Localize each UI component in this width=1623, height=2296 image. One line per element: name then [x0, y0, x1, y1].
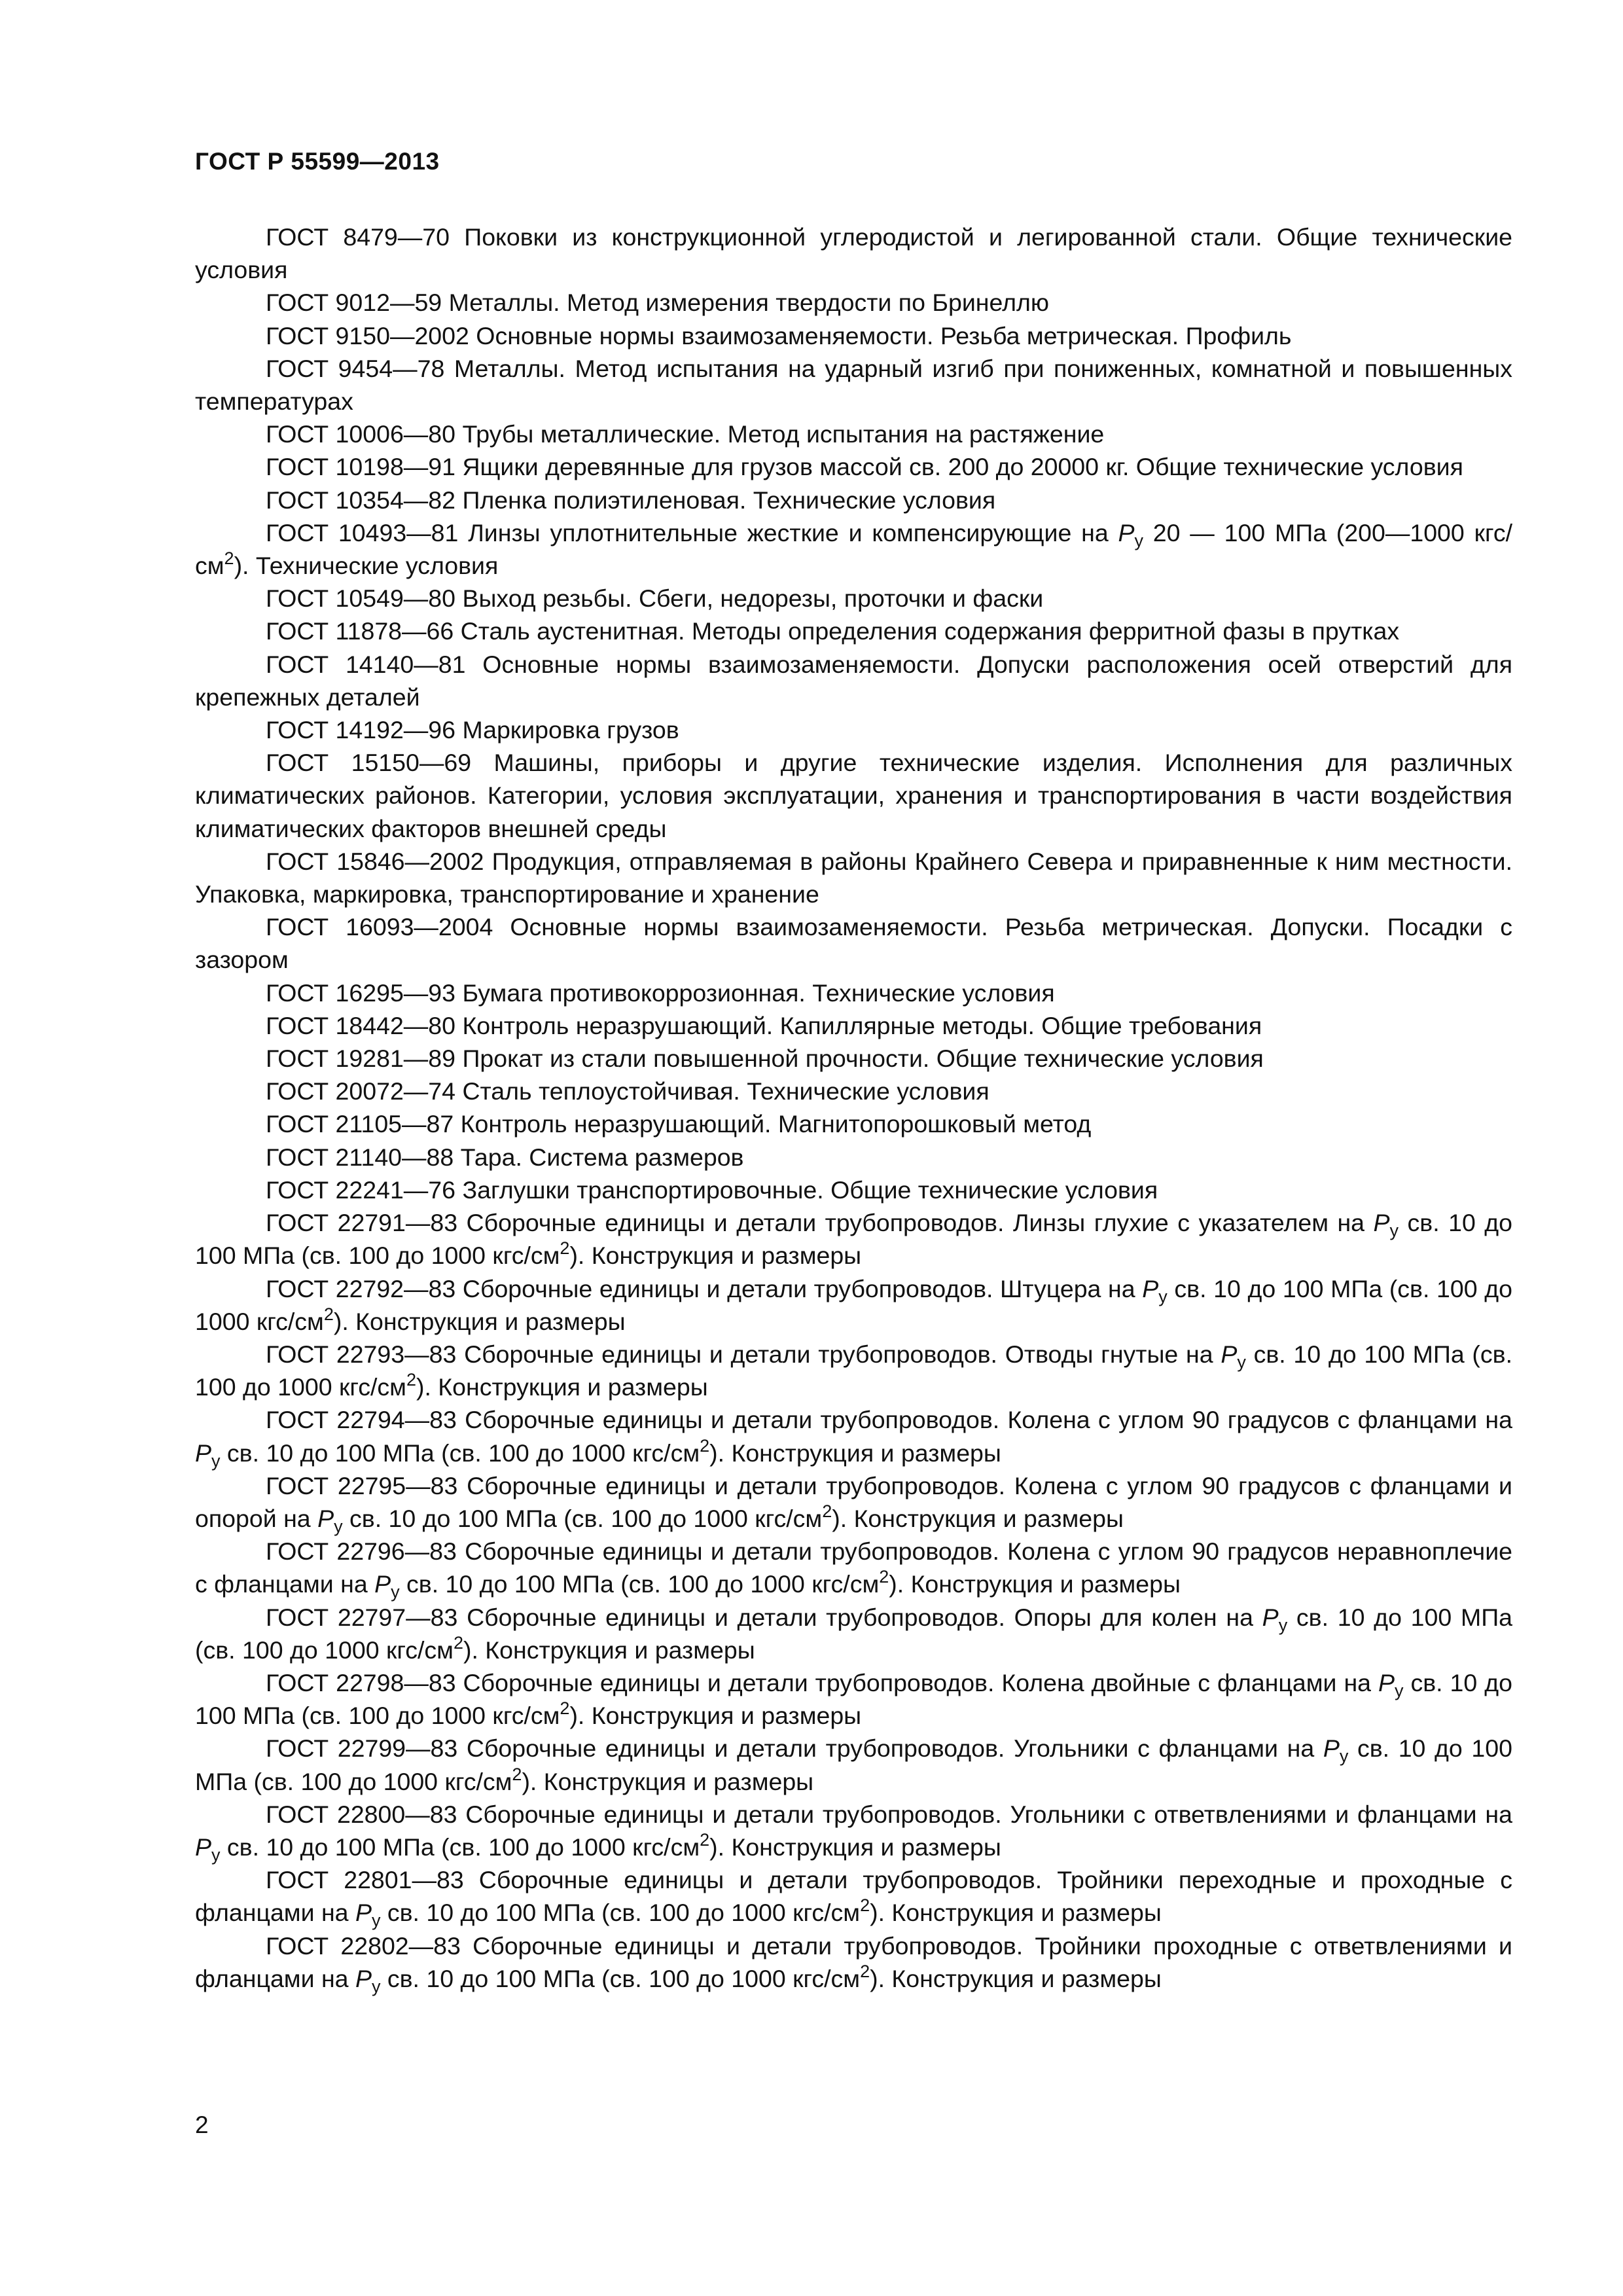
reference-text: ГОСТ 22802—83 Сборочные единицы и детали трубопроводов. Тройники проходные с ответвлениями и фланцами на — [195, 1931, 1512, 1992]
reference-item — [195, 319, 1512, 352]
unit-superscript: 2 — [700, 1435, 710, 1456]
pressure-subscript: у — [1278, 1615, 1288, 1635]
reference-text: 20 — 100 МПа (200—1000 кгс/см — [195, 518, 1512, 580]
pressure-subscript: у — [211, 1845, 221, 1865]
pressure-subscript: у — [1158, 1286, 1168, 1306]
reference-text: ГОСТ 22791—83 Сборочные единицы и детали трубопроводов. Линзы глухие с указателем на — [266, 1209, 1374, 1237]
unit-superscript: 2 — [512, 1764, 522, 1784]
reference-text: св. 10 до 100 МПа (св. 100 до 1000 кгс/см — [380, 1964, 861, 1992]
unit-superscript: 2 — [224, 548, 234, 569]
reference-item — [195, 713, 1512, 746]
pressure-symbol: P — [195, 1439, 212, 1467]
reference-text: ). Технические условия — [234, 552, 499, 580]
pressure-symbol: P — [317, 1504, 334, 1532]
reference-text: ГОСТ 9012—59 Металлы. Метод измерения твердости по Бринеллю — [266, 289, 1049, 317]
reference-item — [195, 1469, 1512, 1535]
reference-item — [195, 1601, 1512, 1666]
reference-item — [195, 1075, 1512, 1107]
reference-item — [195, 352, 1512, 418]
reference-item — [195, 1535, 1512, 1600]
reference-text: св. 10 до 100 МПа (св. 100 до 1000 кгс/см — [195, 1209, 1513, 1270]
reference-text: ГОСТ 22241—76 Заглушки транспортировочные. Общие технические условия — [266, 1175, 1158, 1204]
reference-text: ). Конструкция и размеры — [832, 1504, 1124, 1532]
reference-item — [195, 1042, 1512, 1075]
reference-text: ГОСТ 9150—2002 Основные нормы взаимозаменяемости. Резьба метрическая. Профиль — [266, 321, 1292, 350]
pressure-symbol: P — [374, 1570, 391, 1598]
reference-text: ГОСТ 14192—96 Маркировка грузов — [266, 716, 679, 744]
unit-superscript: 2 — [560, 1238, 570, 1259]
pressure-subscript: у — [1134, 530, 1143, 550]
document-header: ГОСТ Р 55599—2013 — [195, 148, 440, 175]
reference-text: ГОСТ 22799—83 Сборочные единицы и детали трубопроводов. Угольники с фланцами на — [266, 1734, 1323, 1763]
pressure-subscript: у — [371, 1976, 381, 1996]
pressure-subscript: у — [1395, 1681, 1404, 1701]
reference-text: ГОСТ 22793—83 Сборочные единицы и детали трубопроводов. Отводы гнутые на — [266, 1340, 1221, 1368]
reference-item — [195, 418, 1512, 450]
reference-text: ГОСТ 22792—83 Сборочные единицы и детали трубопроводов. Штуцера на — [266, 1274, 1143, 1302]
unit-superscript: 2 — [822, 1501, 832, 1522]
reference-text: ГОСТ 22798—83 Сборочные единицы и детали трубопроводов. Колена двойные с фланцами на — [266, 1668, 1378, 1696]
reference-text: ГОСТ 8479—70 Поковки из конструкционной углеродистой и легированной стали. Общие технические условия — [195, 223, 1512, 284]
reference-text: ГОСТ 18442—80 Контроль неразрушающий. Капиллярные методы. Общие требования — [266, 1011, 1262, 1039]
pressure-subscript: у — [1237, 1352, 1246, 1372]
reference-text: св. 10 до 100 МПа (св. 100 до 1000 кгс/см — [399, 1570, 880, 1598]
reference-text: ). Конструкция и размеры — [416, 1373, 708, 1401]
pressure-subscript: у — [1339, 1746, 1349, 1767]
reference-text: ГОСТ 22797—83 Сборочные единицы и детали трубопроводов. Опоры для колен на — [266, 1603, 1262, 1631]
reference-text: ГОСТ 21105—87 Контроль неразрушающий. Магнитопорошковый метод — [266, 1110, 1092, 1138]
reference-text: ГОСТ 10549—80 Выход резьбы. Сбеги, недорезы, проточки и фаски — [266, 584, 1044, 613]
unit-superscript: 2 — [860, 1961, 870, 1981]
reference-text: ГОСТ 22795—83 Сборочные единицы и детали трубопроводов. Колена с углом 90 градусов с фланцами и опорой на — [195, 1471, 1512, 1532]
reference-text: св. 10 до 100 МПа (св. 100 до 1000 кгс/см — [342, 1504, 823, 1532]
pressure-symbol: P — [1221, 1340, 1238, 1368]
reference-item — [195, 450, 1512, 483]
reference-item — [195, 977, 1512, 1009]
reference-item — [195, 1666, 1512, 1732]
reference-item — [195, 1403, 1512, 1469]
reference-text: ГОСТ 22801—83 Сборочные единицы и детали трубопроводов. Тройники переходные и проходные с фланцами на — [195, 1866, 1512, 1927]
reference-text: св. 10 до 100 МПа (св. 100 до 1000 кгс/см — [195, 1734, 1512, 1795]
unit-superscript: 2 — [453, 1632, 463, 1653]
reference-text: ГОСТ 10493—81 Линзы уплотнительные жесткие и компенсирующие на — [266, 518, 1118, 547]
reference-item — [195, 286, 1512, 319]
reference-text: ). Конструкция и размеры — [569, 1242, 862, 1270]
reference-item — [195, 615, 1512, 647]
reference-text: ). Конструкция и размеры — [870, 1964, 1162, 1992]
pressure-symbol: P — [1373, 1209, 1390, 1237]
reference-text: св. 10 до 100 МПа (св. 100 до 1000 кгс/см — [195, 1274, 1512, 1335]
reference-item — [195, 582, 1512, 615]
reference-item — [195, 1929, 1512, 1995]
pressure-symbol: P — [1378, 1668, 1395, 1696]
reference-text: ГОСТ 14140—81 Основные нормы взаимозаменяемости. Допуски расположения осей отверстий для крепежных деталей — [195, 650, 1512, 711]
reference-text: ГОСТ 16093—2004 Основные нормы взаимозаменяемости. Резьба метрическая. Допуски. Посадки с зазором — [195, 913, 1512, 974]
reference-text: ГОСТ 10198—91 Ящики деревянные для грузов массой св. 200 до 20000 кг. Общие технические условия — [266, 453, 1463, 481]
reference-text: ). Конструкция и размеры — [709, 1439, 1001, 1467]
reference-item — [195, 845, 1512, 910]
reference-text: ГОСТ 22800—83 Сборочные единицы и детали трубопроводов. Угольники с ответвлениями и фланцами на — [266, 1800, 1512, 1828]
unit-superscript: 2 — [700, 1830, 710, 1850]
reference-item — [195, 1798, 1512, 1863]
reference-text: св. 10 до 100 МПа (св. 100 до 1000 кгс/см — [380, 1899, 861, 1927]
pressure-subscript: у — [391, 1582, 400, 1602]
reference-item — [195, 484, 1512, 516]
pressure-subscript: у — [334, 1516, 343, 1537]
reference-text: ). Конструкция и размеры — [463, 1636, 755, 1664]
reference-text: ). Конструкция и размеры — [870, 1899, 1162, 1927]
pressure-symbol: P — [1262, 1603, 1279, 1631]
reference-text: ГОСТ 22796—83 Сборочные единицы и детали трубопроводов. Колена с углом 90 градусов неравноплечие с фланцами на — [195, 1537, 1512, 1598]
unit-superscript: 2 — [406, 1370, 416, 1390]
unit-superscript: 2 — [323, 1304, 334, 1324]
pressure-subscript: у — [371, 1910, 381, 1931]
pressure-subscript: у — [1389, 1221, 1399, 1241]
reference-item — [195, 1107, 1512, 1140]
pressure-symbol: P — [355, 1899, 372, 1927]
reference-text: ГОСТ 16295—93 Бумага противокоррозионная. Технические условия — [266, 978, 1055, 1007]
reference-text: св. 10 до 100 МПа (св. 100 до 1000 кгс/см — [220, 1439, 700, 1467]
reference-text: ГОСТ 10006—80 Трубы металлические. Метод испытания на растяжение — [266, 420, 1105, 448]
reference-item — [195, 910, 1512, 976]
reference-text: ГОСТ 9454—78 Металлы. Метод испытания на ударный изгиб при пониженных, комнатной и повышенных температурах — [195, 354, 1512, 416]
pressure-subscript: у — [211, 1450, 221, 1471]
unit-superscript: 2 — [560, 1698, 570, 1719]
reference-text: ГОСТ 19281—89 Прокат из стали повышенной прочности. Общие технические условия — [266, 1045, 1264, 1073]
reference-text: ГОСТ 15150—69 Машины, приборы и другие технические изделия. Исполнения для различных климатических районов. Категории, условия эксплуатации, хранения и транспортирования в части воздействия климатических факторов внешней среды — [195, 749, 1512, 842]
reference-item — [195, 746, 1512, 845]
pressure-symbol: P — [195, 1833, 212, 1861]
normative-references-list — [195, 221, 1512, 1995]
reference-text: св. 10 до 100 МПа (св. 100 до 1000 кгс/см — [195, 1340, 1512, 1401]
reference-item — [195, 1272, 1512, 1338]
unit-superscript: 2 — [879, 1567, 889, 1587]
reference-text: ГОСТ 15846—2002 Продукция, отправляемая в районы Крайнего Севера и приравненные к ним местности. Упаковка, маркировка, транспортирование и хранение — [195, 847, 1512, 908]
reference-text: ГОСТ 11878—66 Сталь аустенитная. Методы определения содержания ферритной фазы в прутках — [266, 617, 1400, 645]
unit-superscript: 2 — [860, 1895, 870, 1916]
reference-text: св. 10 до 100 МПа (св. 100 до 1000 кгс/см — [220, 1833, 700, 1861]
reference-text: ГОСТ 22794—83 Сборочные единицы и детали трубопроводов. Колена с углом 90 градусов с фланцами на — [266, 1406, 1512, 1434]
reference-item — [195, 1732, 1512, 1797]
reference-text: ГОСТ 10354—82 Пленка полиэтиленовая. Технические условия — [266, 486, 996, 514]
pressure-symbol: P — [355, 1964, 372, 1992]
reference-item — [195, 1863, 1512, 1929]
reference-text: ). Конструкция и размеры — [709, 1833, 1001, 1861]
reference-text: ГОСТ 20072—74 Сталь теплоустойчивая. Технические условия — [266, 1077, 990, 1105]
pressure-symbol: P — [1118, 518, 1135, 547]
reference-text: ). Конструкция и размеры — [569, 1702, 862, 1730]
reference-text: ГОСТ 21140—88 Тара. Система размеров — [266, 1143, 744, 1171]
pressure-symbol: P — [1323, 1734, 1340, 1763]
reference-text: ). Конструкция и размеры — [889, 1570, 1181, 1598]
reference-text: св. 10 до 100 МПа (св. 100 до 1000 кгс/см — [195, 1668, 1512, 1730]
reference-item — [195, 516, 1512, 582]
pressure-symbol: P — [1142, 1274, 1159, 1302]
reference-text: св. 10 до 100 МПа (св. 100 до 1000 кгс/см — [195, 1603, 1513, 1664]
reference-text: ). Конструкция и размеры — [522, 1767, 814, 1795]
reference-item — [195, 1206, 1512, 1272]
reference-item — [195, 1141, 1512, 1174]
reference-item — [195, 648, 1512, 713]
reference-text: ). Конструкция и размеры — [333, 1307, 626, 1335]
reference-item — [195, 1338, 1512, 1403]
reference-item — [195, 1009, 1512, 1042]
reference-item — [195, 1174, 1512, 1206]
page-number: 2 — [195, 2111, 209, 2138]
reference-item — [195, 221, 1512, 286]
